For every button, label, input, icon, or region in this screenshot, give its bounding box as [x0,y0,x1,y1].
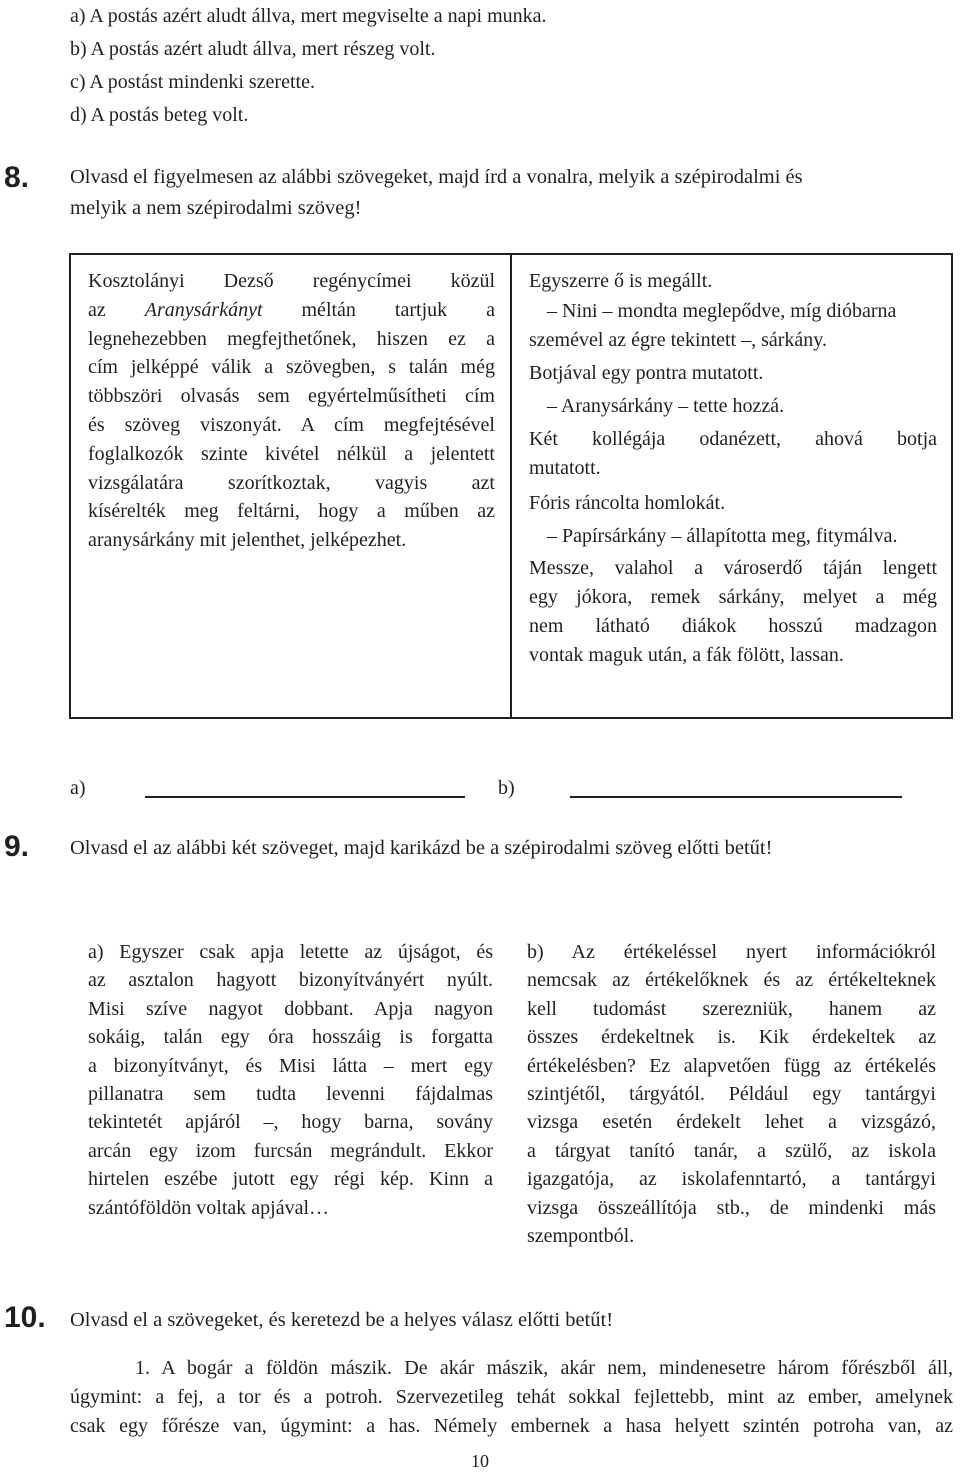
q9-number: 9. [4,830,30,863]
text-line: a) Egyszer csak apja letette az újságot, és [88,941,493,963]
text-line: szántóföldön voltak apjával… [88,1196,330,1219]
q9-instruction: Olvasd el az alábbi két szöveget, majd karikázd be a szépirodalmi szöveg előtti betűt! [70,837,773,859]
q7-option-c: c) A postást mindenki szerette. [70,71,315,93]
text-line: szempontból. [527,1225,635,1247]
q8-answer-b-label: b) [498,777,515,799]
text-line: igazgatója, az iskolafenntartó, a tantárgyi [527,1168,936,1191]
q8-answer-b-line[interactable] [570,796,902,798]
text-line: egy jókora, remek sárkány, melyet a még [529,586,937,608]
q8-answer-a-label: a) [70,777,86,799]
q10-instruction: Olvasd el a szövegeket, és keretezd be a helyes válasz előtti betűt! [70,1309,614,1331]
text-line: az asztalon hagyott bizonyítványért nyúlt. [88,969,493,992]
text-line: nemcsak az értékelőknek és az értékelteknek [527,969,936,992]
text-line: Két kollégája odanézett, ahová botja [529,428,937,450]
q8-frame-divider [510,253,512,719]
q7-option-a: a) A postás azért aludt állva, mert megviselte a napi munka. [70,5,547,27]
text-line: Fóris ráncolta homlokát. [529,492,726,514]
text-line: és szöveg viszonyát. A cím megfejtésével [88,414,495,436]
text-line: Messze, valahol a városerdő táján lengett [529,557,937,579]
page-number: 10 [471,1451,489,1471]
text-line: pillanatra sem tudta levenni fájdalmas [88,1083,493,1105]
text-line: foglalkozók szinte kivétel nélkül a jelentett [88,442,495,465]
text-line: vizsga összeállítója stb., de mindenki más [527,1196,936,1219]
text-line: értékelésben? Ez alapvetően függ az értékelés [527,1054,936,1077]
text-line: sokáig, talán egy óra hosszáig is forgatta [88,1026,493,1049]
text-line: Egyszerre ő is megállt. [529,270,713,292]
text-line: a tárgyat tanító tanár, a szülő, az iskola [527,1139,936,1162]
q10-number: 10. [4,1301,46,1334]
text-line: – Nini – mondta meglepődve, míg dióbarna [547,300,897,322]
q7-option-d: d) A postás beteg volt. [70,104,249,126]
text-line: cím jelképpé válik a szövegben, s talán még [88,356,495,379]
text-line: – Papírsárkány – állapította meg, fitymálva. [547,525,898,547]
text-line: mutatott. [529,457,601,479]
text-line: Kosztolányi Dezső regénycímei közül [88,270,495,292]
text-line: az Aranysárkányt méltán tartjuk a [88,298,495,321]
text-line: Misi szíve nagyot dobbant. Apja nagyon [88,997,493,1020]
text-line: vizsga esetén érdekelt lehet a vizsgázó, [527,1111,936,1134]
text-line: b) Az értékeléssel nyert információkról [527,941,936,963]
text-line: tekintetét apjáról –, hogy barna, sovány [88,1111,493,1134]
text-line: kell tudomást szerezniük, hanem az [527,997,936,1020]
q8-answer-a-line[interactable] [145,796,465,798]
q8-number: 8. [4,161,30,194]
text-line: nem látható diákok hosszú madzagon [529,615,937,637]
text-line: arcán egy izom furcsán megrándult. Ekkor [88,1139,493,1162]
q10-text-line-2: úgymint: a fej, a tor és a potroh. Szervezetileg tehát sokkal fejlettebb, mint az ember, amelynek [70,1386,953,1408]
text-line: hirtelen eszébe jutott egy régi kép. Kinn a [88,1168,493,1191]
text-line: legnehezebben megfejthetőnek, hiszen ez a [88,327,495,350]
text-line: többszöri olvasás sem egyértelműsítheti cím [88,385,495,408]
q8-instruction-line2: melyik a nem szépirodalmi szöveg! [70,197,362,219]
text-line: aranysárkány mit jelenthet, jelképezhet. [88,529,407,552]
q7-option-b: b) A postás azért aludt állva, mert részeg volt. [70,38,436,60]
text-line: kísérelték meg feltárni, hogy a műben az [88,500,495,523]
text-line: a bizonyítványt, és Misi látta – mert egy [88,1054,493,1077]
q10-text-line-1: 1. A bogár a földön mászik. De akár mászik, akár nem, mindenesetre három főrészből áll, [135,1357,953,1379]
text-line: szemével az égre tekintett –, sárkány. [529,329,828,351]
text-line: vizsgálatára szorítkoztak, vagyis azt [88,471,495,494]
text-line: Botjával egy pontra mutatott. [529,362,764,384]
q8-instruction-line1: Olvasd el figyelmesen az alábbi szövegeket, majd írd a vonalra, melyik a szépirodalmi és [70,166,803,188]
text-line: szintjétől, tárgyától. Például egy tantárgyi [527,1083,936,1105]
q10-text-line-3: csak egy főrésze van, úgymint: a has. Némely embernek a hasa helyett szintén potroha van, az [70,1415,953,1437]
text-line: vontak maguk után, a fák fölött, lassan. [529,644,844,666]
text-line: összes érdekeltnek is. Kik érdekeltek az [527,1026,936,1049]
text-line: – Aranysárkány – tette hozzá. [547,395,785,417]
